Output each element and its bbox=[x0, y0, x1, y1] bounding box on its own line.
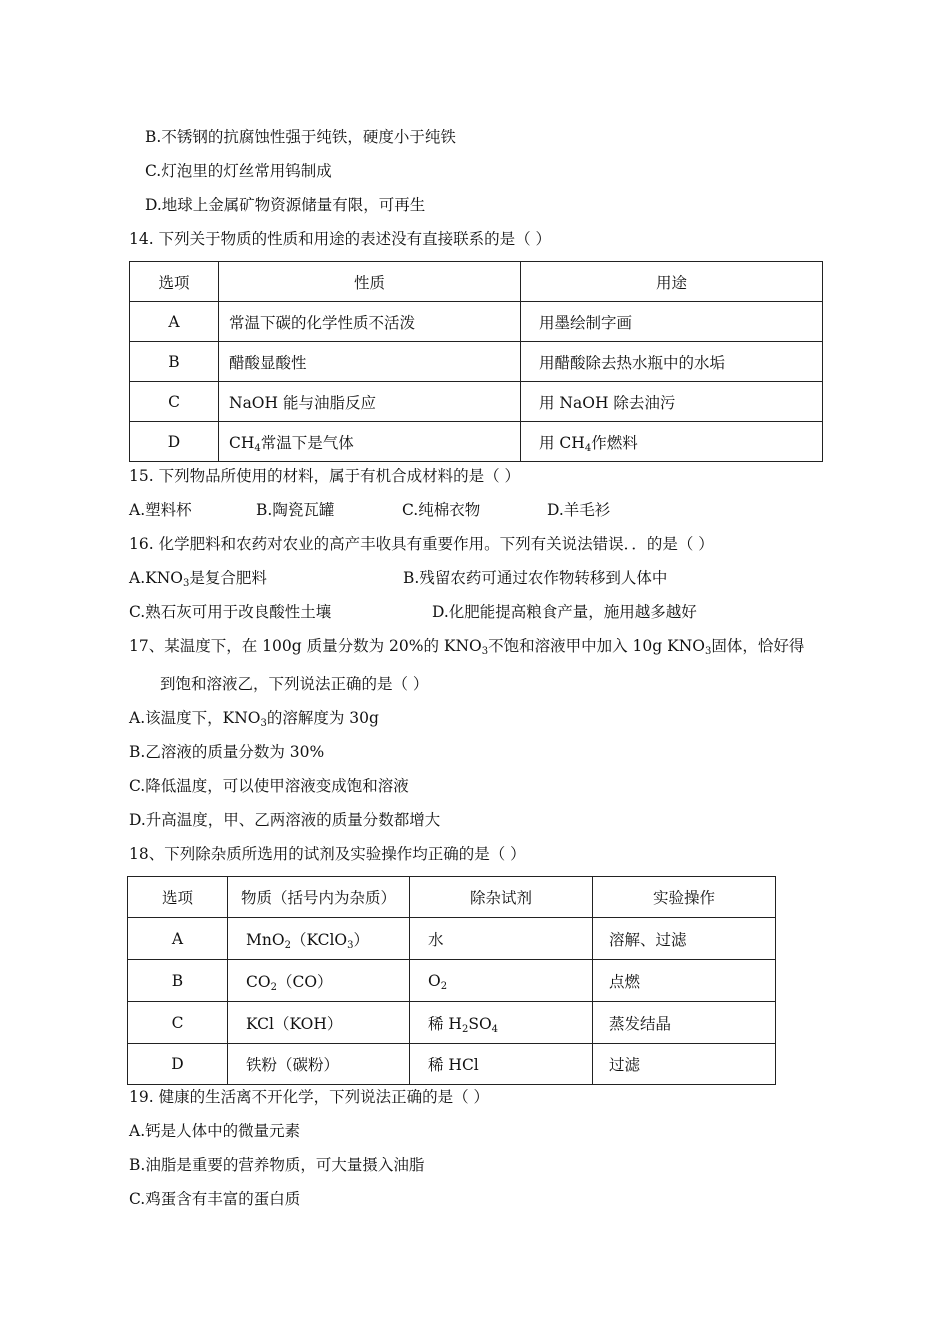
formula-text: O bbox=[428, 971, 441, 990]
subscript: 3 bbox=[704, 646, 712, 657]
cell-operation: 点燃 bbox=[593, 960, 776, 1002]
q13-option-d: D.地球上金属矿物资源储量有限，可再生 bbox=[145, 196, 426, 214]
table-row bbox=[130, 382, 823, 422]
q18-stem: 18、下列除杂质所选用的试剂及实验操作均正确的是（ ） bbox=[129, 845, 526, 863]
table-row bbox=[128, 960, 776, 1002]
cell-option: B bbox=[128, 960, 228, 1002]
subscript: 4 bbox=[254, 442, 261, 454]
cell-property: NaOH 能与油脂反应 bbox=[219, 382, 521, 422]
cell-reagent bbox=[410, 960, 593, 1002]
stem-text: 不饱和溶液甲中加入 10g KNO bbox=[488, 637, 705, 655]
q17-option-c: C.降低温度，可以使甲溶液变成饱和溶液 bbox=[129, 777, 409, 795]
cell-reagent: 稀 HCl bbox=[410, 1044, 593, 1085]
q15-option-a: A.塑料杯 bbox=[129, 501, 192, 519]
cell-operation: 蒸发结晶 bbox=[593, 1002, 776, 1044]
cell-text: 作燃料 bbox=[591, 433, 638, 452]
cell-operation: 溶解、过滤 bbox=[593, 918, 776, 960]
option-text: A.KNO bbox=[129, 569, 183, 587]
cell-option: D bbox=[130, 422, 219, 462]
q17-option-a bbox=[129, 708, 379, 728]
q16-option-a bbox=[129, 568, 267, 588]
cell-text: 常温下是气体 bbox=[260, 433, 354, 452]
q13-option-b: B.不锈钢的抗腐蚀性强于纯铁，硬度小于纯铁 bbox=[145, 128, 456, 146]
formula-text: CO bbox=[246, 972, 271, 991]
table-row bbox=[128, 1002, 776, 1044]
table-row bbox=[128, 1044, 776, 1085]
cell-property: 常温下碳的化学性质不活泼 bbox=[219, 302, 521, 342]
subscript: 2 bbox=[284, 939, 291, 951]
q16-option-b: B.残留农药可通过农作物转移到人体中 bbox=[403, 569, 668, 587]
header-cell-use: 用途 bbox=[521, 262, 823, 302]
header-cell-reagent: 除杂试剂 bbox=[410, 877, 593, 918]
q18-table bbox=[127, 876, 776, 1085]
table-header-row bbox=[130, 262, 823, 302]
subscript: 2 bbox=[440, 980, 448, 992]
q19-option-c: C.鸡蛋含有丰富的蛋白质 bbox=[129, 1190, 301, 1208]
q14-stem: 14. 下列关于物质的性质和用途的表述没有直接联系的是（ ） bbox=[129, 230, 552, 248]
q19-option-b: B.油脂是重要的营养物质，可大量摄入油脂 bbox=[129, 1156, 425, 1174]
cell-use: 用墨绘制字画 bbox=[521, 302, 823, 342]
table-row bbox=[130, 422, 823, 462]
q13-option-c: C.灯泡里的灯丝常用钨制成 bbox=[145, 162, 332, 180]
header-cell-option: 选项 bbox=[128, 877, 228, 918]
option-text: A.该温度下，KNO bbox=[129, 709, 261, 727]
formula-text: SO bbox=[468, 1014, 492, 1033]
formula-text: （CO） bbox=[276, 972, 333, 991]
header-cell-property: 性质 bbox=[219, 262, 521, 302]
formula-text: MnO bbox=[246, 930, 285, 949]
q17-option-d: D.升高温度，甲、乙两溶液的质量分数都增大 bbox=[129, 811, 441, 829]
cell-option: D bbox=[128, 1044, 228, 1085]
q16-option-d: D.化肥能提高粮食产量，施用越多越好 bbox=[432, 603, 697, 621]
cell-substance: KCl（KOH） bbox=[228, 1002, 410, 1044]
q19-option-a: A.钙是人体中的微量元素 bbox=[129, 1122, 301, 1140]
cell-use bbox=[521, 422, 823, 462]
cell-use: 用 NaOH 除去油污 bbox=[521, 382, 823, 422]
cell-substance bbox=[228, 960, 410, 1002]
cell-property bbox=[219, 422, 521, 462]
q17-option-b: B.乙溶液的质量分数为 30% bbox=[129, 743, 325, 761]
formula-text: 稀 H bbox=[428, 1014, 462, 1033]
header-cell-operation: 实验操作 bbox=[593, 877, 776, 918]
option-text: 是复合肥料 bbox=[189, 569, 267, 587]
cell-option: A bbox=[128, 918, 228, 960]
subscript: 3 bbox=[260, 718, 267, 729]
cell-use: 用醋酸除去热水瓶中的水垢 bbox=[521, 342, 823, 382]
stem-text: 17、某温度下，在 100g 质量分数为 20%的 KNO bbox=[129, 637, 482, 655]
table-header-row bbox=[128, 877, 776, 918]
q16-stem: 16. 化学肥料和农药对农业的高产丰收具有重要作用。下列有关说法错误．．的是（ ） bbox=[129, 535, 714, 553]
cell-option: B bbox=[130, 342, 219, 382]
q15-option-d: D.羊毛衫 bbox=[547, 501, 611, 519]
q17-stem bbox=[129, 636, 804, 656]
cell-option: A bbox=[130, 302, 219, 342]
formula-text: （KClO bbox=[290, 930, 348, 949]
formula-text: 用 CH bbox=[539, 433, 585, 452]
subscript: 3 bbox=[481, 646, 489, 657]
formula-text: CH bbox=[229, 433, 255, 452]
cell-option: C bbox=[128, 1002, 228, 1044]
q16-option-c: C.熟石灰可用于改良酸性土壤 bbox=[129, 603, 332, 621]
table-row bbox=[130, 302, 823, 342]
cell-operation: 过滤 bbox=[593, 1044, 776, 1085]
table-row bbox=[130, 342, 823, 382]
subscript: 4 bbox=[491, 1023, 499, 1035]
subscript: 2 bbox=[270, 981, 277, 993]
cell-reagent bbox=[410, 1002, 593, 1044]
cell-reagent: 水 bbox=[410, 918, 593, 960]
option-text: 的溶解度为 30g bbox=[266, 709, 379, 727]
formula-text: ） bbox=[353, 930, 370, 949]
subscript: 3 bbox=[182, 578, 190, 589]
q19-stem: 19. 健康的生活离不开化学，下列说法正确的是（ ） bbox=[129, 1088, 490, 1106]
q14-table bbox=[129, 261, 823, 462]
table-row bbox=[128, 918, 776, 960]
stem-text: 固体，恰好得 bbox=[711, 637, 805, 655]
subscript: 2 bbox=[461, 1023, 469, 1035]
subscript: 4 bbox=[584, 442, 592, 454]
q15-option-c: C.纯棉衣物 bbox=[402, 501, 481, 519]
cell-substance: 铁粉（碳粉） bbox=[228, 1044, 410, 1085]
q17-stem-continued: 到饱和溶液乙，下列说法正确的是（ ） bbox=[160, 675, 429, 693]
cell-substance bbox=[228, 918, 410, 960]
q15-option-b: B.陶瓷瓦罐 bbox=[256, 501, 335, 519]
cell-property: 醋酸显酸性 bbox=[219, 342, 521, 382]
cell-option: C bbox=[130, 382, 219, 422]
q15-stem: 15. 下列物品所使用的材料，属于有机合成材料的是（ ） bbox=[129, 467, 521, 485]
header-cell-option: 选项 bbox=[130, 262, 219, 302]
subscript: 3 bbox=[347, 939, 354, 951]
header-cell-substance: 物质（括号内为杂质） bbox=[228, 877, 410, 918]
